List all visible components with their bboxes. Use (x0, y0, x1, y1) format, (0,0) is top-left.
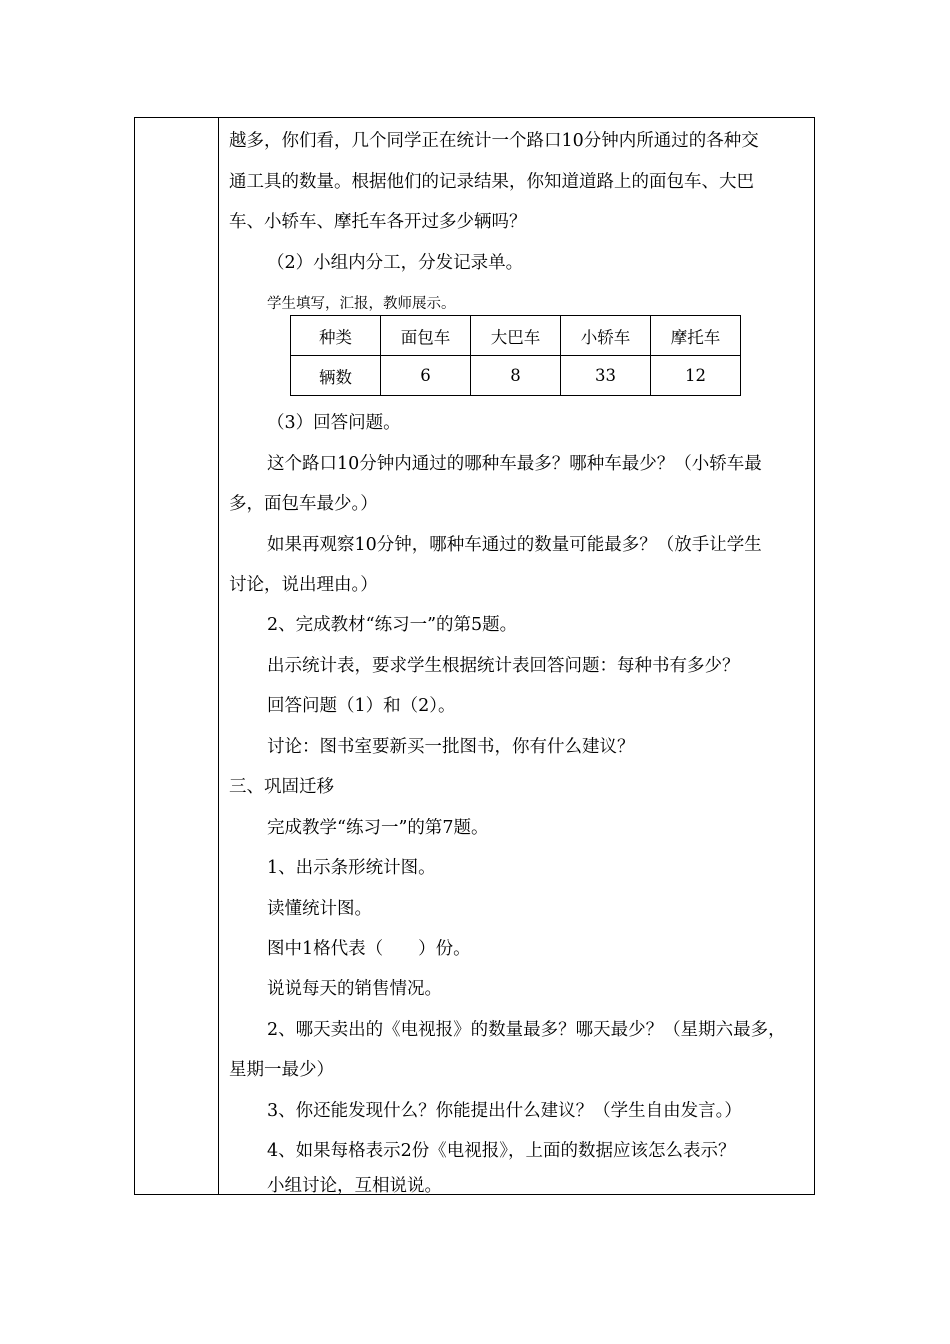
text-line: 小组讨论，互相说说。 (267, 1176, 442, 1196)
text-line: 完成教学“练习一”的第7题。 (267, 818, 489, 838)
text-line: 2、完成教材“练习一”的第5题。 (267, 615, 518, 635)
text-line: 越多，你们看，几个同学正在统计一个路口10分钟内所通过的各种交 (229, 131, 759, 151)
table-cell: 12 (651, 356, 741, 396)
small-note: 学生填写，汇报，教师展示。 (267, 296, 456, 312)
text-line: 回答问题（1）和（2）。 (267, 696, 456, 716)
text-line: 这个路口10分钟内通过的哪种车最多？哪种车最少？（小轿车最 (267, 454, 762, 474)
text-line: 读懂统计图。 (267, 899, 372, 919)
text-line: 星期一最少） (229, 1060, 334, 1080)
text-line: 多，面包车最少。） (229, 494, 378, 514)
text-line: 通工具的数量。根据他们的记录结果，你知道道路上的面包车、大巴 (229, 172, 754, 192)
table-row (291, 316, 741, 356)
column-divider (218, 117, 219, 1195)
table-cell: 33 (561, 356, 651, 396)
table-header-cell: 大巴车 (471, 316, 561, 356)
text-line: （3）回答问题。 (267, 413, 401, 433)
text-line: 3、你还能发现什么？你能提出什么建议？（学生自由发言。） (267, 1101, 742, 1121)
text-line: 说说每天的销售情况。 (267, 979, 442, 999)
text-line: （2）小组内分工，分发记录单。 (267, 253, 524, 273)
table-header-cell: 小轿车 (561, 316, 651, 356)
table-header-cell: 种类 (291, 316, 381, 356)
text-line: 如果再观察10分钟，哪种车通过的数量可能最多？（放手让学生 (267, 535, 762, 555)
table-header-cell: 摩托车 (651, 316, 741, 356)
text-line: 讨论，说出理由。） (229, 575, 378, 595)
text-line: 车、小轿车、摩托车各开过多少辆吗？ (229, 212, 527, 232)
table-header-cell: 面包车 (381, 316, 471, 356)
section-heading: 三、巩固迁移 (229, 777, 334, 797)
text-line: 出示统计表，要求学生根据统计表回答问题：每种书有多少？ (267, 656, 740, 676)
table-row (291, 356, 741, 396)
text-line: 讨论：图书室要新买一批图书，你有什么建议？ (267, 737, 635, 757)
vehicle-record-table (290, 315, 741, 396)
table-cell: 辆数 (291, 356, 381, 396)
text-line: 1、出示条形统计图。 (267, 858, 436, 878)
text-line: 图中1格代表（ ）份。 (267, 939, 471, 959)
text-line: 2、哪天卖出的《电视报》的数量最多？哪天最少？（星期六最多， (267, 1020, 786, 1040)
table-cell: 8 (471, 356, 561, 396)
text-line: 4、如果每格表示2份《电视报》，上面的数据应该怎么表示？ (267, 1141, 736, 1161)
table-cell: 6 (381, 356, 471, 396)
